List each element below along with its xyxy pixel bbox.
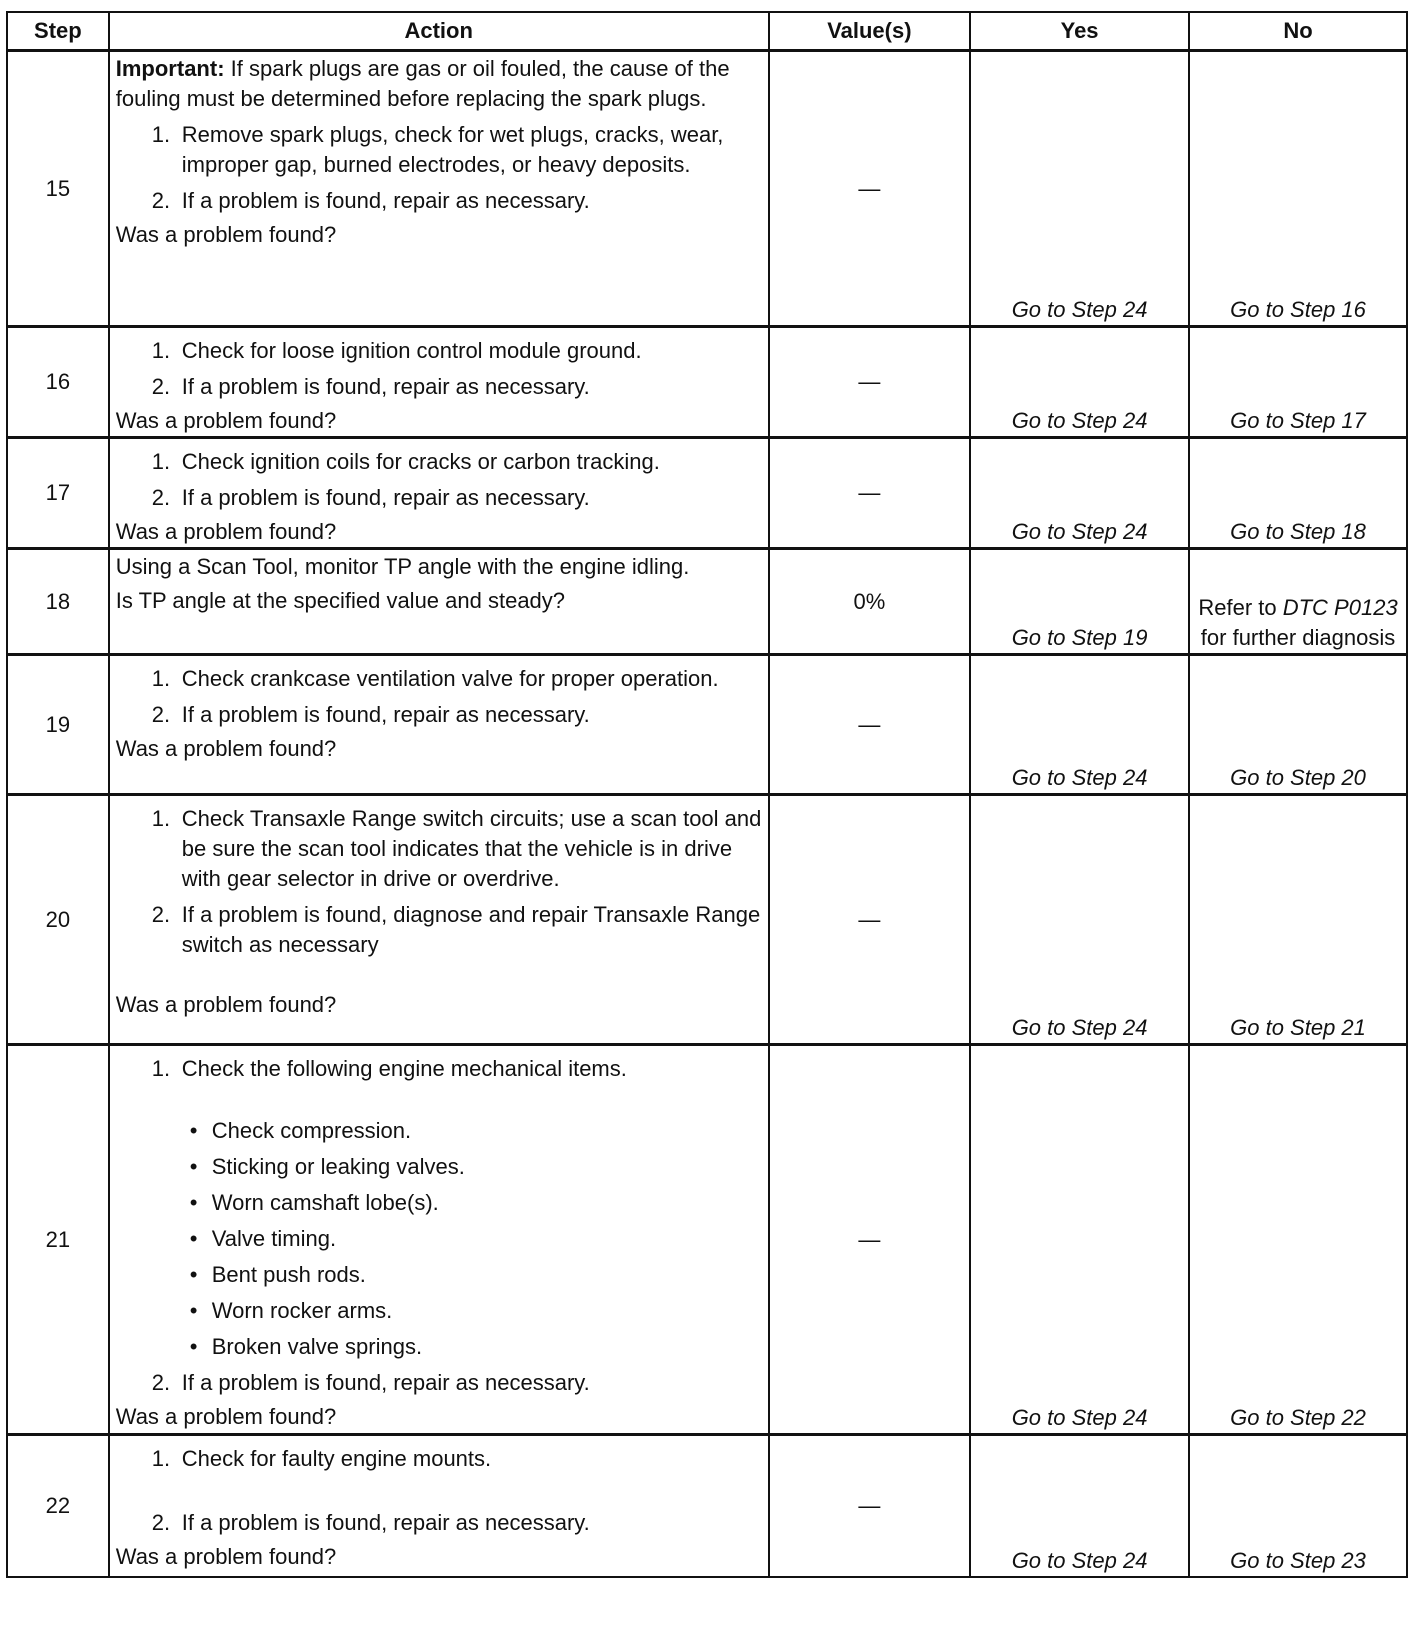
yes-cell: Go to Step 24: [970, 327, 1189, 438]
value-cell: —: [769, 1045, 970, 1435]
step-number: 16: [7, 327, 109, 438]
action-step: 2. If a problem is found, repair as necessary.: [151, 702, 590, 727]
yes-cell: Go to Step 24: [970, 51, 1189, 327]
action-question: Was a problem found?: [115, 408, 337, 433]
step-number: 20: [7, 795, 109, 1045]
yes-cell: Go to Step 24: [970, 795, 1189, 1045]
list-item: • Bent push rods.: [182, 1260, 762, 1290]
action-step: 2. If a problem is found, repair as necessary.: [151, 374, 590, 399]
action-step: 1. Remove spark plugs, check for wet plugs, cracks, wear, improper gap, burned electrodes, or heavy deposits.: [151, 122, 724, 177]
action-steps: [116, 664, 762, 730]
value-cell: —: [769, 327, 970, 438]
value-cell: —: [769, 1435, 970, 1577]
action-step: 1. Check the following engine mechanical items. • Check compression. • Sticking or leaking valves. • Worn camshaft lobe(s). • Valve timing. • Bent push rods. • Worn rocker arms. • Broken valve springs.: [152, 1054, 762, 1362]
table-row: [7, 51, 1407, 327]
value-cell: —: [769, 655, 970, 795]
action-steps: [116, 1054, 762, 1398]
action-question: Was a problem found?: [115, 992, 337, 1017]
table-row: [7, 438, 1407, 549]
action-cell: [109, 655, 769, 795]
action-steps: [116, 804, 762, 960]
mechanical-items-list: [182, 1116, 762, 1362]
yes-cell: Go to Step 24: [970, 1435, 1189, 1577]
header-no: No: [1189, 12, 1407, 51]
list-item: • Check compression.: [182, 1116, 762, 1146]
no-refer-prefix: Refer to: [1198, 595, 1277, 620]
action-step: 2. If a problem is found, repair as necessary.: [151, 1510, 590, 1535]
table-row: [7, 1045, 1407, 1435]
header-values: Value(s): [769, 12, 970, 51]
important-label: Important:: [115, 56, 225, 81]
action-question: Was a problem found?: [115, 222, 337, 247]
list-item: • Worn rocker arms.: [182, 1296, 762, 1326]
action-step: 2. If a problem is found, diagnose and repair Transaxle Range switch as necessary: [151, 902, 761, 957]
yes-cell: Go to Step 19: [970, 549, 1189, 655]
yes-cell: Go to Step 24: [970, 1045, 1189, 1435]
action-steps: [116, 1444, 762, 1538]
list-item: • Worn camshaft lobe(s).: [182, 1188, 762, 1218]
step-number: 17: [7, 438, 109, 549]
action-step: 1. Check crankcase ventilation valve for proper operation.: [151, 666, 719, 691]
diagnostic-table: [6, 11, 1408, 1578]
no-cell: Go to Step 17: [1189, 327, 1407, 438]
step-number: 15: [7, 51, 109, 327]
action-question: Is TP angle at the specified value and steady?: [115, 588, 566, 613]
action-step: 2. If a problem is found, repair as necessary.: [151, 188, 590, 213]
header-yes: Yes: [970, 12, 1189, 51]
table-row: [7, 655, 1407, 795]
action-steps: [116, 120, 762, 216]
no-cell: Go to Step 16: [1189, 51, 1407, 327]
list-item: • Sticking or leaking valves.: [182, 1152, 762, 1182]
step-number: 22: [7, 1435, 109, 1577]
action-steps: [116, 336, 762, 402]
step-number: 19: [7, 655, 109, 795]
action-cell: [109, 1435, 769, 1577]
no-cell: Go to Step 23: [1189, 1435, 1407, 1577]
action-cell: [109, 51, 769, 327]
step-number: 21: [7, 1045, 109, 1435]
action-step: 2. If a problem is found, repair as necessary.: [151, 1370, 590, 1395]
table-row: [7, 549, 1407, 655]
header-step: Step: [7, 12, 109, 51]
action-question: Was a problem found?: [115, 736, 337, 761]
action-cell: [109, 549, 769, 655]
no-cell: [1189, 549, 1407, 655]
action-cell: [109, 438, 769, 549]
header-row: [7, 12, 1407, 51]
no-cell: Go to Step 18: [1189, 438, 1407, 549]
spacer: [116, 960, 762, 986]
action-text: Using a Scan Tool, monitor TP angle with the engine idling.: [115, 554, 690, 579]
action-cell: [109, 1045, 769, 1435]
action-question: Was a problem found?: [115, 1544, 337, 1569]
action-step: 1. Check Transaxle Range switch circuits; use a scan tool and be sure the scan tool indicates that the vehicle is in drive with gear selector in drive or overdrive.: [151, 806, 762, 891]
action-cell: [109, 795, 769, 1045]
yes-cell: Go to Step 24: [970, 655, 1189, 795]
action-step: 1. Check ignition coils for cracks or carbon tracking.: [151, 449, 660, 474]
step-number: 18: [7, 549, 109, 655]
no-cell: Go to Step 21: [1189, 795, 1407, 1045]
action-step: 1. Check for faulty engine mounts.: [151, 1446, 492, 1471]
value-cell: —: [769, 438, 970, 549]
no-cell: Go to Step 20: [1189, 655, 1407, 795]
table-row: [7, 327, 1407, 438]
spacer: [182, 1084, 762, 1110]
action-step: 2. If a problem is found, repair as necessary.: [151, 485, 590, 510]
important-text: If spark plugs are gas or oil fouled, the cause of the fouling must be determined before replacing the spark plugs.: [115, 56, 730, 111]
value-cell: 0%: [769, 549, 970, 655]
no-cell: Go to Step 22: [1189, 1045, 1407, 1435]
table-row: [7, 1435, 1407, 1577]
yes-cell: Go to Step 24: [970, 438, 1189, 549]
action-step: 1. Check for loose ignition control module ground.: [151, 338, 642, 363]
value-cell: —: [769, 51, 970, 327]
action-steps: [116, 447, 762, 513]
list-item: • Broken valve springs.: [182, 1332, 762, 1362]
no-refer-suffix: for further diagnosis: [1200, 625, 1396, 650]
action-question: Was a problem found?: [115, 1404, 337, 1429]
table-row: [7, 795, 1407, 1045]
dtc-reference: DTC P0123: [1282, 595, 1398, 620]
important-note: [116, 54, 762, 114]
action-cell: [109, 327, 769, 438]
action-question: Was a problem found?: [115, 519, 337, 544]
value-cell: —: [769, 795, 970, 1045]
header-action: Action: [109, 12, 769, 51]
list-item: • Valve timing.: [182, 1224, 762, 1254]
